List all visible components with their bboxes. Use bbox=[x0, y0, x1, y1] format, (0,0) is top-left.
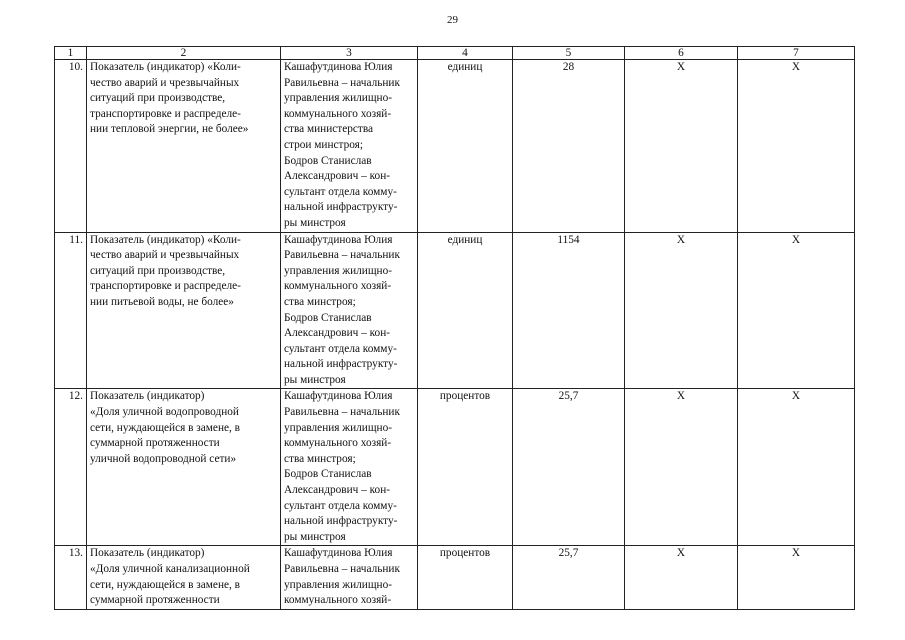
unit-cell: единиц bbox=[418, 60, 513, 233]
indicator-line: сети, нуждающейся в замене, в bbox=[90, 578, 240, 591]
indicator-line: суммарной протяженности bbox=[90, 437, 220, 450]
responsible-cell bbox=[281, 60, 418, 233]
responsible-line: Кашафутдинова Юлия bbox=[284, 547, 393, 560]
indicator-line: нии питьевой воды, не более» bbox=[90, 295, 234, 308]
col6-cell: X bbox=[625, 232, 738, 389]
value-cell: 25,7 bbox=[513, 389, 625, 546]
responsible-line: нальной инфраструкту- bbox=[284, 201, 398, 214]
indicator-line: транспортировке и распределе- bbox=[90, 280, 241, 293]
responsible-line: ры минстроя bbox=[284, 530, 346, 543]
indicator-line: сети, нуждающейся в замене, в bbox=[90, 421, 240, 434]
responsible-line: Равильевна – начальник bbox=[284, 406, 400, 419]
responsible-line: Александрович – кон- bbox=[284, 327, 391, 340]
indicator-line: уличной водопроводной сети» bbox=[90, 452, 237, 465]
indicator-line: чество аварий и чрезвычайных bbox=[90, 76, 240, 89]
unit-cell: единиц bbox=[418, 232, 513, 389]
responsible-line: коммунального хозяй- bbox=[284, 594, 392, 607]
responsible-line: коммунального хозяй- bbox=[284, 107, 392, 120]
col7-cell: X bbox=[738, 60, 855, 233]
table-row bbox=[55, 389, 855, 546]
responsible-line: управления жилищно- bbox=[284, 578, 392, 591]
responsible-line: нальной инфраструкту- bbox=[284, 358, 398, 371]
value-cell: 28 bbox=[513, 60, 625, 233]
responsible-line: ства минстроя; bbox=[284, 452, 356, 465]
indicator-line: суммарной протяженности bbox=[90, 594, 220, 607]
indicator-line: Показатель (индикатор) «Коли- bbox=[90, 61, 241, 73]
responsible-line: ства министерства bbox=[284, 123, 374, 136]
col7-cell: X bbox=[738, 232, 855, 389]
indicator-line: ситуаций при производстве, bbox=[90, 92, 226, 105]
indicator-cell bbox=[87, 232, 281, 389]
responsible-line: коммунального хозяй- bbox=[284, 437, 392, 450]
indicator-line: транспортировке и распределе- bbox=[90, 107, 241, 120]
responsible-line: Бодров Станислав bbox=[284, 468, 372, 481]
header-col-7: 7 bbox=[738, 47, 855, 60]
col6-cell: X bbox=[625, 389, 738, 546]
responsible-line: Бодров Станислав bbox=[284, 311, 372, 324]
responsible-line: управления жилищно- bbox=[284, 92, 392, 105]
header-col-1: 1 bbox=[55, 47, 87, 60]
responsible-line: ры минстроя bbox=[284, 216, 346, 229]
responsible-line: Бодров Станислав bbox=[284, 154, 372, 167]
responsible-line: сультант отдела комму- bbox=[284, 342, 397, 355]
col7-cell: X bbox=[738, 389, 855, 546]
value-cell: 25,7 bbox=[513, 546, 625, 609]
row-number: 13. bbox=[55, 546, 87, 609]
responsible-line: Александрович – кон- bbox=[284, 484, 391, 497]
header-col-5: 5 bbox=[513, 47, 625, 60]
page-number: 29 bbox=[447, 14, 458, 26]
col7-cell: X bbox=[738, 546, 855, 609]
responsible-line: Кашафутдинова Юлия bbox=[284, 233, 393, 246]
responsible-line: коммунального хозяй- bbox=[284, 280, 392, 293]
row-number: 11. bbox=[55, 232, 87, 389]
header-col-4: 4 bbox=[418, 47, 513, 60]
header-col-3: 3 bbox=[281, 47, 418, 60]
indicator-cell bbox=[87, 60, 281, 233]
value-cell: 1154 bbox=[513, 232, 625, 389]
responsible-line: Александрович – кон- bbox=[284, 170, 391, 183]
responsible-line: Равильевна – начальник bbox=[284, 563, 400, 575]
unit-cell: процентов bbox=[418, 389, 513, 546]
responsible-line: Равильевна – начальник bbox=[284, 249, 400, 262]
header-row bbox=[55, 47, 855, 60]
indicator-line: ситуаций при производстве, bbox=[90, 264, 226, 277]
indicator-line: «Доля уличной канализационной bbox=[90, 563, 250, 575]
unit-cell: процентов bbox=[418, 546, 513, 609]
row-number: 12. bbox=[55, 389, 87, 546]
col6-cell: X bbox=[625, 60, 738, 233]
indicator-line: Показатель (индикатор) «Коли- bbox=[90, 233, 241, 246]
responsible-line: управления жилищно- bbox=[284, 264, 392, 277]
responsible-line: Кашафутдинова Юлия bbox=[284, 61, 393, 73]
responsible-cell bbox=[281, 546, 418, 609]
indicator-line: чество аварий и чрезвычайных bbox=[90, 249, 240, 262]
header-col-6: 6 bbox=[625, 47, 738, 60]
indicator-cell bbox=[87, 546, 281, 609]
table-body bbox=[55, 60, 855, 610]
responsible-line: сультант отдела комму- bbox=[284, 185, 397, 198]
table-row bbox=[55, 546, 855, 609]
col6-cell: X bbox=[625, 546, 738, 609]
indicator-line: Показатель (индикатор) bbox=[90, 547, 205, 560]
indicators-table bbox=[54, 46, 855, 610]
responsible-cell bbox=[281, 232, 418, 389]
table-row bbox=[55, 232, 855, 389]
indicator-cell bbox=[87, 389, 281, 546]
indicator-line: «Доля уличной водопроводной bbox=[90, 406, 239, 419]
responsible-line: строи минстроя; bbox=[284, 138, 364, 151]
responsible-line: ры минстроя bbox=[284, 373, 346, 386]
header-col-2: 2 bbox=[87, 47, 281, 60]
row-number: 10. bbox=[55, 60, 87, 233]
responsible-line: Кашафутдинова Юлия bbox=[284, 390, 393, 403]
responsible-line: нальной инфраструкту- bbox=[284, 515, 398, 528]
indicator-line: Показатель (индикатор) bbox=[90, 390, 205, 403]
table-row bbox=[55, 60, 855, 233]
responsible-line: управления жилищно- bbox=[284, 421, 392, 434]
indicator-line: нии тепловой энергии, не более» bbox=[90, 123, 249, 136]
responsible-cell bbox=[281, 389, 418, 546]
responsible-line: сультант отдела комму- bbox=[284, 499, 397, 512]
responsible-line: Равильевна – начальник bbox=[284, 76, 400, 89]
responsible-line: ства минстроя; bbox=[284, 295, 356, 308]
